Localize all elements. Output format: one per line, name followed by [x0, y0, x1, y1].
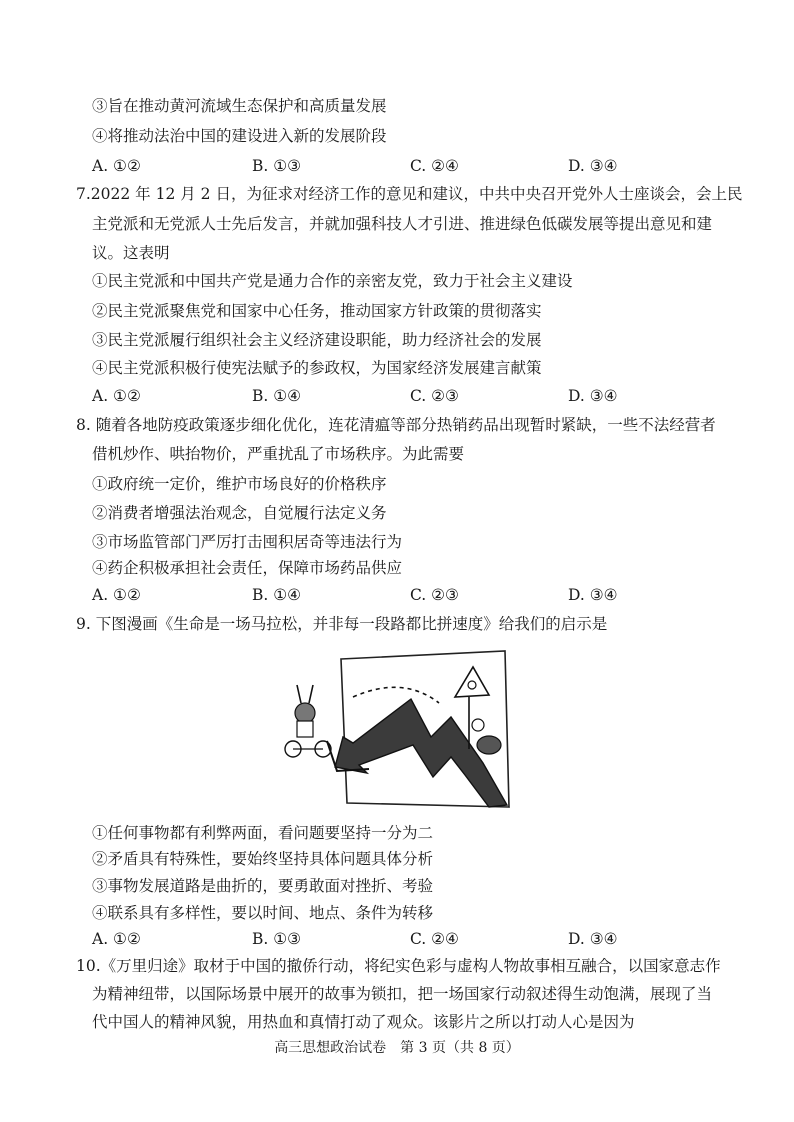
q7-option-a: A. ①② [92, 387, 141, 405]
q8-stem-line-1: 8. 随着各地防疫政策逐步细化优化，连花清瘟等部分热销药品出现暂时紧缺，一些不法经营者 [76, 416, 716, 434]
q8-option-b: B. ①④ [252, 586, 302, 604]
q7-options [92, 385, 712, 407]
q6-option-a: A. ①② [92, 157, 141, 175]
q9-statement-3: ③事物发展道路是曲折的，要勇敢面对挫折、考验 [92, 877, 434, 895]
q6-statement-3: ③旨在推动黄河流域生态保护和高质量发展 [92, 97, 387, 115]
q7-statement-2: ②民主党派聚焦党和国家中心任务，推动国家方针政策的贯彻落实 [92, 302, 542, 320]
q9-options [92, 928, 712, 950]
q10-stem-line-3: 代中国人的精神风貌，用热血和真情打动了观众。该影片之所以打动人心是因为 [92, 1013, 635, 1031]
q7-statement-4: ④民主党派积极行使宪法赋予的参政权，为国家经济发展建言献策 [92, 359, 542, 377]
q9-statement-1: ①任何事物都有利弊两面，看问题要坚持一分为二 [92, 824, 434, 842]
q8-option-c: C. ②③ [410, 586, 459, 604]
q8-statement-3: ③市场监管部门严厉打击囤积居奇等违法行为 [92, 533, 403, 551]
q8-options [92, 584, 712, 606]
q6-option-b: B. ①③ [252, 157, 302, 175]
q9-statement-4: ④联系具有多样性，要以时间、地点、条件为转移 [92, 904, 434, 922]
q7-stem-line-2: 主党派和无党派人士先后发言，并就加强科技人才引进、推进绿色低碳发展等提出意见和建 [92, 215, 713, 233]
q8-statement-2: ②消费者增强法治观念，自觉履行法定义务 [92, 504, 387, 522]
q7-statement-1: ①民主党派和中国共产党是通力合作的亲密友党，致力于社会主义建设 [92, 272, 573, 290]
q6-statement-4: ④将推动法治中国的建设进入新的发展阶段 [92, 127, 387, 145]
q6-option-d: D. ③④ [568, 157, 618, 175]
q7-statement-3: ③民主党派履行组织社会主义经济建设职能，助力经济社会的发展 [92, 331, 542, 349]
q7-option-b: B. ①④ [252, 387, 302, 405]
q9-option-a: A. ①② [92, 930, 141, 948]
q8-stem-line-2: 借机炒作、哄抬物价，严重扰乱了市场秩序。为此需要 [92, 445, 465, 463]
q9-option-b: B. ①③ [252, 930, 302, 948]
q6-option-c: C. ②④ [410, 157, 459, 175]
q10-stem-line-1: 10.《万里归途》取材于中国的撤侨行动，将纪实色彩与虚构人物故事相互融合，以国家意志作 [76, 957, 721, 975]
q7-stem-line-3: 议。这表明 [92, 244, 170, 262]
q6-options [92, 155, 712, 177]
marathon-cartoon [283, 645, 513, 815]
q9-option-c: C. ②④ [410, 930, 459, 948]
q10-stem-line-2: 为精神纽带，以国际场景中展开的故事为锁扣，把一场国家行动叙述得生动饱满，展现了当 [92, 985, 713, 1003]
q7-stem-line-1: 7.2022 年 12 月 2 日，为征求对经济工作的意见和建议，中共中央召开党外人士座谈会，会上民 [76, 185, 743, 203]
q9-option-d: D. ③④ [568, 930, 618, 948]
q8-option-a: A. ①② [92, 586, 141, 604]
q9-stem: 9. 下图漫画《生命是一场马拉松，并非每一段路都比拼速度》给我们的启示是 [76, 615, 608, 633]
page-footer: 高三思想政治试卷 第 3 页（共 8 页） [274, 1040, 520, 1056]
q9-statement-2: ②矛盾具有特殊性，要始终坚持具体问题具体分析 [92, 850, 434, 868]
q7-option-c: C. ②③ [410, 387, 459, 405]
q8-option-d: D. ③④ [568, 586, 618, 604]
q8-statement-4: ④药企积极承担社会责任，保障市场药品供应 [92, 559, 403, 577]
q8-statement-1: ①政府统一定价，维护市场良好的价格秩序 [92, 475, 387, 493]
q7-option-d: D. ③④ [568, 387, 618, 405]
